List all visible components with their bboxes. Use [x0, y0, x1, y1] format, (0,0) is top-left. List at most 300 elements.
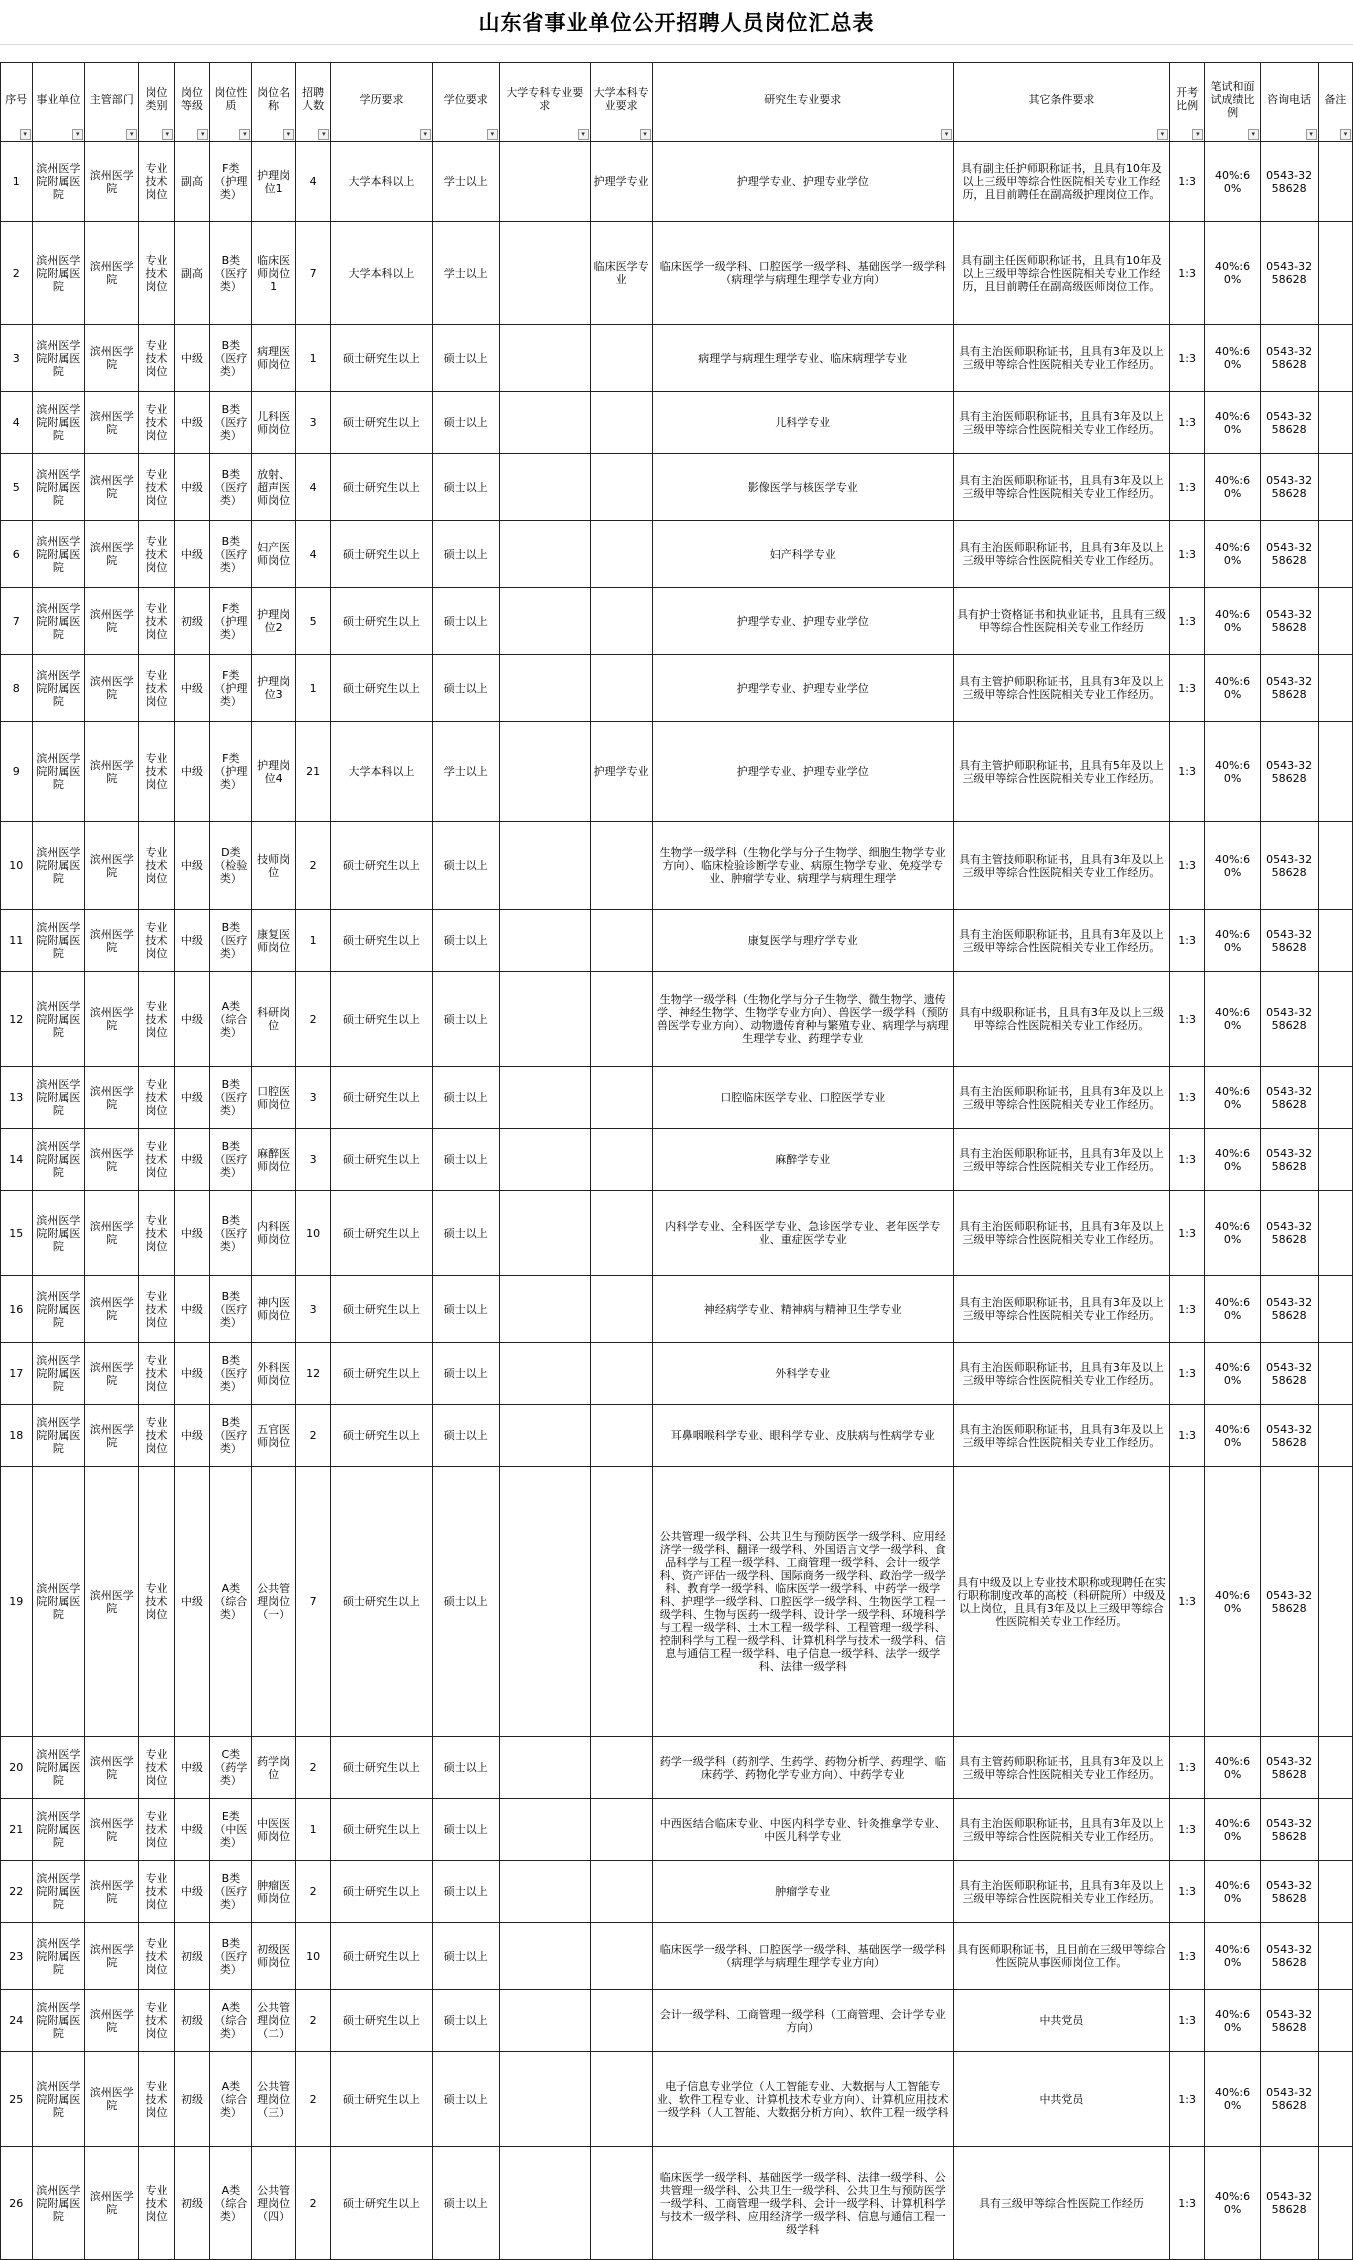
col-college-major	[499, 1067, 590, 1129]
filter-dropdown-icon[interactable]: ▾	[487, 129, 498, 140]
col-department: 滨州医学院	[85, 2147, 139, 2260]
col-department: 滨州医学院	[85, 722, 139, 822]
col-graduate-major: 临床医学一级学科、口腔医学一级学科、基础医学一级学科（病理学与病理生理学专业方向）	[652, 222, 953, 325]
header-label: 备注	[1324, 92, 1347, 106]
col-index: 9	[1, 722, 33, 822]
header-label: 大学专科专业要求	[506, 86, 584, 112]
col-undergrad-major	[590, 1129, 652, 1191]
col-headcount: 4	[295, 454, 331, 521]
col-unit: 滨州医学院附属医院	[32, 972, 85, 1067]
col-score-ratio: 40%:60%	[1205, 822, 1260, 910]
col-job-category: 专业技术岗位	[139, 1467, 175, 1737]
col-other-conditions: 中共党员	[954, 2052, 1170, 2147]
col-undergrad-major	[590, 1467, 652, 1737]
col-score-ratio: 40%:60%	[1205, 588, 1260, 655]
col-education: 硕士研究生以上	[331, 910, 432, 972]
col-graduate-major: 护理学专业、护理专业学位	[652, 655, 953, 722]
col-unit: 滨州医学院附属医院	[32, 1129, 85, 1191]
col-other-conditions: 具有主治医师职称证书，且具有3年及以上三级甲等综合性医院相关专业工作经历。	[954, 325, 1170, 392]
col-job-grade: 中级	[174, 1276, 210, 1343]
col-degree: 硕士以上	[432, 1737, 499, 1799]
header-cell-job-grade	[174, 63, 210, 142]
col-other-conditions: 具有副主任医师职称证书，且具有10年及以上三级甲等综合性医院相关专业工作经历，且目前聘任在副高级医师岗位工作。	[954, 222, 1170, 325]
col-job-grade: 中级	[174, 910, 210, 972]
col-headcount: 1	[295, 1799, 331, 1861]
col-job-grade: 中级	[174, 1129, 210, 1191]
col-index: 3	[1, 325, 33, 392]
col-department: 滨州医学院	[85, 1799, 139, 1861]
col-degree: 硕士以上	[432, 1467, 499, 1737]
col-job-grade: 中级	[174, 972, 210, 1067]
col-education: 硕士研究生以上	[331, 2052, 432, 2147]
col-college-major	[499, 1799, 590, 1861]
col-job-category: 专业技术岗位	[139, 392, 175, 454]
col-department: 滨州医学院	[85, 392, 139, 454]
filter-dropdown-icon[interactable]: ▾	[162, 129, 173, 140]
col-degree: 硕士以上	[432, 454, 499, 521]
col-job-category: 专业技术岗位	[139, 1191, 175, 1276]
header-row	[1, 63, 1353, 142]
col-job-type: B类（医疗类）	[210, 521, 252, 588]
header-cell-graduate-major	[652, 63, 953, 142]
col-index: 19	[1, 1467, 33, 1737]
header-label: 咨询电话	[1267, 92, 1312, 106]
col-college-major	[499, 1405, 590, 1467]
col-job-category: 专业技术岗位	[139, 1799, 175, 1861]
col-job-category: 专业技术岗位	[139, 1343, 175, 1405]
col-notes	[1318, 2147, 1352, 2260]
col-unit: 滨州医学院附属医院	[32, 722, 85, 822]
col-headcount: 7	[295, 1467, 331, 1737]
col-phone: 0543-3258628	[1260, 972, 1318, 1067]
col-score-ratio: 40%:60%	[1205, 2147, 1260, 2260]
col-job-name: 病理医师岗位	[252, 325, 295, 392]
col-job-name: 中医医师岗位	[252, 1799, 295, 1861]
col-headcount: 1	[295, 655, 331, 722]
col-college-major	[499, 142, 590, 222]
col-degree: 硕士以上	[432, 1067, 499, 1129]
col-notes	[1318, 142, 1352, 222]
col-education: 硕士研究生以上	[331, 1343, 432, 1405]
col-job-type: D类（检验类）	[210, 822, 252, 910]
col-graduate-major: 康复医学与理疗学专业	[652, 910, 953, 972]
col-undergrad-major	[590, 2052, 652, 2147]
header-cell-job-name	[252, 63, 295, 142]
col-index: 25	[1, 2052, 33, 2147]
col-job-grade: 中级	[174, 1405, 210, 1467]
col-job-category: 专业技术岗位	[139, 521, 175, 588]
col-other-conditions: 具有主管护师职称证书，且具有5年及以上三级甲等综合性医院相关专业工作经历。	[954, 722, 1170, 822]
table-row	[1, 325, 1353, 392]
col-education: 硕士研究生以上	[331, 392, 432, 454]
col-job-name: 神内医师岗位	[252, 1276, 295, 1343]
col-job-name: 麻醉医师岗位	[252, 1129, 295, 1191]
header-label: 研究生专业要求	[764, 92, 842, 106]
col-education: 硕士研究生以上	[331, 1737, 432, 1799]
col-score-ratio: 40%:60%	[1205, 454, 1260, 521]
col-exam-ratio: 1:3	[1169, 142, 1205, 222]
filter-dropdown-icon[interactable]: ▾	[197, 129, 208, 140]
col-job-category: 专业技术岗位	[139, 1129, 175, 1191]
col-score-ratio: 40%:60%	[1205, 1799, 1260, 1861]
col-headcount: 3	[295, 1067, 331, 1129]
col-undergrad-major	[590, 1737, 652, 1799]
col-score-ratio: 40%:60%	[1205, 392, 1260, 454]
col-other-conditions: 具有主管护师职称证书，且具有3年及以上三级甲等综合性医院相关专业工作经历。	[954, 655, 1170, 722]
col-unit: 滨州医学院附属医院	[32, 1467, 85, 1737]
col-college-major	[499, 655, 590, 722]
col-notes	[1318, 1861, 1352, 1923]
col-other-conditions: 具有主治医师职称证书，且具有3年及以上三级甲等综合性医院相关专业工作经历。	[954, 1799, 1170, 1861]
header-cell-education	[331, 63, 432, 142]
col-undergrad-major: 护理学专业	[590, 142, 652, 222]
col-job-type: B类（医疗类）	[210, 1343, 252, 1405]
col-index: 1	[1, 142, 33, 222]
col-phone: 0543-3258628	[1260, 222, 1318, 325]
col-degree: 硕士以上	[432, 1990, 499, 2052]
col-undergrad-major	[590, 2147, 652, 2260]
col-job-name: 科研岗位	[252, 972, 295, 1067]
col-undergrad-major	[590, 454, 652, 521]
col-degree: 硕士以上	[432, 972, 499, 1067]
col-index: 6	[1, 521, 33, 588]
col-job-category: 专业技术岗位	[139, 1990, 175, 2052]
col-degree: 学士以上	[432, 222, 499, 325]
col-unit: 滨州医学院附属医院	[32, 1191, 85, 1276]
col-degree: 硕士以上	[432, 1861, 499, 1923]
col-job-type: F类（护理类）	[210, 722, 252, 822]
col-undergrad-major	[590, 1799, 652, 1861]
header-cell-department	[85, 63, 139, 142]
col-department: 滨州医学院	[85, 142, 139, 222]
col-exam-ratio: 1:3	[1169, 2147, 1205, 2260]
col-headcount: 2	[295, 972, 331, 1067]
col-other-conditions: 具有中级职称证书，且具有3年及以上三级甲等综合性医院相关专业工作经历。	[954, 972, 1170, 1067]
col-department: 滨州医学院	[85, 1467, 139, 1737]
filter-dropdown-icon[interactable]: ▾	[239, 129, 250, 140]
col-job-name: 技师岗位	[252, 822, 295, 910]
col-exam-ratio: 1:3	[1169, 1129, 1205, 1191]
col-notes	[1318, 1405, 1352, 1467]
table-row	[1, 1405, 1353, 1467]
col-score-ratio: 40%:60%	[1205, 1990, 1260, 2052]
col-undergrad-major	[590, 822, 652, 910]
col-other-conditions: 具有主治医师职称证书，且具有3年及以上三级甲等综合性医院相关专业工作经历。	[954, 1191, 1170, 1276]
col-index: 13	[1, 1067, 33, 1129]
col-headcount: 4	[295, 521, 331, 588]
table-row	[1, 1861, 1353, 1923]
col-job-category: 专业技术岗位	[139, 1861, 175, 1923]
col-notes	[1318, 655, 1352, 722]
col-job-type: B类（医疗类）	[210, 1191, 252, 1276]
col-department: 滨州医学院	[85, 325, 139, 392]
col-exam-ratio: 1:3	[1169, 1343, 1205, 1405]
col-phone: 0543-3258628	[1260, 1405, 1318, 1467]
col-undergrad-major	[590, 1276, 652, 1343]
col-job-grade: 初级	[174, 2147, 210, 2260]
col-exam-ratio: 1:3	[1169, 1467, 1205, 1737]
col-index: 4	[1, 392, 33, 454]
col-index: 18	[1, 1405, 33, 1467]
col-job-name: 护理岗位1	[252, 142, 295, 222]
col-other-conditions: 具有主治医师职称证书，且具有3年及以上三级甲等综合性医院相关专业工作经历。	[954, 521, 1170, 588]
col-score-ratio: 40%:60%	[1205, 325, 1260, 392]
filter-dropdown-icon[interactable]: ▾	[1157, 129, 1168, 140]
col-exam-ratio: 1:3	[1169, 972, 1205, 1067]
col-college-major	[499, 2052, 590, 2147]
col-job-category: 专业技术岗位	[139, 222, 175, 325]
col-college-major	[499, 1129, 590, 1191]
col-job-type: B类（医疗类）	[210, 454, 252, 521]
col-headcount: 3	[295, 1129, 331, 1191]
filter-dropdown-icon[interactable]: ▾	[941, 129, 952, 140]
table-row	[1, 1990, 1353, 2052]
filter-dropdown-icon[interactable]: ▾	[20, 129, 31, 140]
col-exam-ratio: 1:3	[1169, 822, 1205, 910]
col-undergrad-major: 临床医学专业	[590, 222, 652, 325]
table-row	[1, 722, 1353, 822]
filter-dropdown-icon[interactable]: ▾	[1306, 129, 1317, 140]
col-undergrad-major	[590, 1405, 652, 1467]
col-job-category: 专业技术岗位	[139, 655, 175, 722]
col-job-grade: 初级	[174, 1990, 210, 2052]
col-education: 硕士研究生以上	[331, 588, 432, 655]
col-job-name: 护理岗位3	[252, 655, 295, 722]
filter-dropdown-icon[interactable]: ▾	[72, 129, 83, 140]
col-notes	[1318, 722, 1352, 822]
col-degree: 硕士以上	[432, 822, 499, 910]
header-label: 笔试和面试成绩比例	[1210, 79, 1255, 119]
col-phone: 0543-3258628	[1260, 2147, 1318, 2260]
page-title: 山东省事业单位公开招聘人员岗位汇总表	[478, 10, 875, 35]
col-undergrad-major	[590, 1191, 652, 1276]
col-exam-ratio: 1:3	[1169, 1861, 1205, 1923]
col-job-name: 放射、超声医师岗位	[252, 454, 295, 521]
col-notes	[1318, 1799, 1352, 1861]
col-headcount: 7	[295, 222, 331, 325]
filter-dropdown-icon[interactable]: ▾	[318, 129, 329, 140]
col-education: 硕士研究生以上	[331, 972, 432, 1067]
col-degree: 硕士以上	[432, 1923, 499, 1990]
col-job-name: 公共管理岗位（四）	[252, 2147, 295, 2260]
col-unit: 滨州医学院附属医院	[32, 1067, 85, 1129]
col-job-grade: 中级	[174, 392, 210, 454]
col-score-ratio: 40%:60%	[1205, 1737, 1260, 1799]
col-score-ratio: 40%:60%	[1205, 722, 1260, 822]
col-other-conditions: 具有主治医师职称证书，且具有3年及以上三级甲等综合性医院相关专业工作经历。	[954, 392, 1170, 454]
col-job-grade: 副高	[174, 142, 210, 222]
col-phone: 0543-3258628	[1260, 392, 1318, 454]
col-notes	[1318, 392, 1352, 454]
header-label: 大学本科专业要求	[593, 86, 649, 112]
col-unit: 滨州医学院附属医院	[32, 521, 85, 588]
col-exam-ratio: 1:3	[1169, 722, 1205, 822]
col-job-grade: 初级	[174, 2052, 210, 2147]
table-row	[1, 1067, 1353, 1129]
col-undergrad-major	[590, 521, 652, 588]
col-phone: 0543-3258628	[1260, 1191, 1318, 1276]
col-unit: 滨州医学院附属医院	[32, 1343, 85, 1405]
table-row	[1, 1467, 1353, 1737]
col-notes	[1318, 1990, 1352, 2052]
col-exam-ratio: 1:3	[1169, 910, 1205, 972]
col-degree: 硕士以上	[432, 521, 499, 588]
col-department: 滨州医学院	[85, 1129, 139, 1191]
col-headcount: 10	[295, 1191, 331, 1276]
col-score-ratio: 40%:60%	[1205, 521, 1260, 588]
header-label: 招聘人数	[302, 86, 325, 112]
col-unit: 滨州医学院附属医院	[32, 454, 85, 521]
table-body	[1, 142, 1353, 2260]
col-degree: 硕士以上	[432, 1191, 499, 1276]
col-job-category: 专业技术岗位	[139, 972, 175, 1067]
filter-dropdown-icon[interactable]: ▾	[1248, 129, 1259, 140]
col-score-ratio: 40%:60%	[1205, 1343, 1260, 1405]
col-job-type: B类（医疗类）	[210, 910, 252, 972]
col-undergrad-major	[590, 1861, 652, 1923]
filter-dropdown-icon[interactable]: ▾	[1340, 129, 1351, 140]
col-index: 15	[1, 1191, 33, 1276]
col-unit: 滨州医学院附属医院	[32, 2052, 85, 2147]
col-graduate-major: 会计一级学科、工商管理一级学科（工商管理、会计学专业方向）	[652, 1990, 953, 2052]
filter-dropdown-icon[interactable]: ▾	[578, 129, 589, 140]
header-label: 岗位类别	[145, 86, 168, 112]
col-unit: 滨州医学院附属医院	[32, 588, 85, 655]
col-department: 滨州医学院	[85, 1276, 139, 1343]
col-phone: 0543-3258628	[1260, 454, 1318, 521]
col-education: 硕士研究生以上	[331, 1861, 432, 1923]
col-department: 滨州医学院	[85, 1737, 139, 1799]
header-label: 岗位性质	[214, 86, 248, 112]
col-department: 滨州医学院	[85, 1343, 139, 1405]
col-headcount: 3	[295, 1276, 331, 1343]
col-phone: 0543-3258628	[1260, 1343, 1318, 1405]
filter-dropdown-icon[interactable]: ▾	[283, 129, 294, 140]
col-notes	[1318, 588, 1352, 655]
table-row	[1, 142, 1353, 222]
col-headcount: 3	[295, 392, 331, 454]
col-phone: 0543-3258628	[1260, 1129, 1318, 1191]
col-unit: 滨州医学院附属医院	[32, 222, 85, 325]
col-undergrad-major	[590, 1923, 652, 1990]
table-row	[1, 1276, 1353, 1343]
col-headcount: 2	[295, 1861, 331, 1923]
col-graduate-major: 生物学一级学科（生物化学与分子生物学、微生物学、遗传学、神经生物学、生物学专业方向）、兽医学一级学科（预防兽医学专业方向）、动物遗传育种与繁殖专业、病理学与病理生理学专业、药理学专业	[652, 972, 953, 1067]
col-degree: 学士以上	[432, 722, 499, 822]
col-phone: 0543-3258628	[1260, 910, 1318, 972]
blank-row	[0, 44, 1353, 63]
col-job-grade: 中级	[174, 1191, 210, 1276]
filter-dropdown-icon[interactable]: ▾	[420, 129, 431, 140]
col-college-major	[499, 972, 590, 1067]
col-other-conditions: 具有主治医师职称证书，且具有3年及以上三级甲等综合性医院相关专业工作经历。	[954, 454, 1170, 521]
header-cell-college-major	[499, 63, 590, 142]
col-exam-ratio: 1:3	[1169, 1276, 1205, 1343]
header-label: 序号	[5, 92, 28, 106]
col-department: 滨州医学院	[85, 1405, 139, 1467]
col-phone: 0543-3258628	[1260, 1737, 1318, 1799]
col-undergrad-major	[590, 392, 652, 454]
col-unit: 滨州医学院附属医院	[32, 1990, 85, 2052]
col-job-category: 专业技术岗位	[139, 1923, 175, 1990]
col-college-major	[499, 722, 590, 822]
col-graduate-major: 生物学一级学科（生物化学与分子生物学、细胞生物学专业方向）、临床检验诊断学专业、病原生物学专业、免疫学专业、肿瘤学专业、病理学与病理生理学	[652, 822, 953, 910]
col-phone: 0543-3258628	[1260, 521, 1318, 588]
col-exam-ratio: 1:3	[1169, 588, 1205, 655]
col-phone: 0543-3258628	[1260, 822, 1318, 910]
col-undergrad-major: 护理学专业	[590, 722, 652, 822]
col-exam-ratio: 1:3	[1169, 392, 1205, 454]
col-graduate-major: 耳鼻咽喉科学专业、眼科学专业、皮肤病与性病学专业	[652, 1405, 953, 1467]
col-other-conditions: 具有中级及以上专业技术职称或现聘任在实行职称制度改革的高校（科研院所）中级及以上岗位，且具有3年及以上三级甲等综合性医院相关专业工作经历。	[954, 1467, 1170, 1737]
col-job-category: 专业技术岗位	[139, 910, 175, 972]
col-headcount: 1	[295, 910, 331, 972]
col-exam-ratio: 1:3	[1169, 2052, 1205, 2147]
filter-dropdown-icon[interactable]: ▾	[640, 129, 651, 140]
col-phone: 0543-3258628	[1260, 1467, 1318, 1737]
col-unit: 滨州医学院附属医院	[32, 1799, 85, 1861]
col-college-major	[499, 1861, 590, 1923]
col-job-type: B类（医疗类）	[210, 1067, 252, 1129]
col-job-type: F类（护理类）	[210, 142, 252, 222]
col-college-major	[499, 2147, 590, 2260]
header-cell-job-type	[210, 63, 252, 142]
col-graduate-major: 护理学专业、护理专业学位	[652, 588, 953, 655]
filter-dropdown-icon[interactable]: ▾	[126, 129, 137, 140]
table-row	[1, 222, 1353, 325]
col-graduate-major: 麻醉学专业	[652, 1129, 953, 1191]
col-college-major	[499, 325, 590, 392]
col-education: 硕士研究生以上	[331, 1405, 432, 1467]
table-row	[1, 1343, 1353, 1405]
col-education: 硕士研究生以上	[331, 325, 432, 392]
col-job-type: E类（中医类）	[210, 1799, 252, 1861]
col-job-type: A类（综合类）	[210, 1467, 252, 1737]
col-other-conditions: 具有主管药师职称证书，且具有3年及以上三级甲等综合性医院相关专业工作经历。	[954, 1737, 1170, 1799]
col-education: 硕士研究生以上	[331, 1129, 432, 1191]
col-job-grade: 中级	[174, 521, 210, 588]
col-score-ratio: 40%:60%	[1205, 1467, 1260, 1737]
header-label: 主管部门	[89, 92, 134, 106]
table-row	[1, 1737, 1353, 1799]
col-college-major	[499, 1191, 590, 1276]
col-job-category: 专业技术岗位	[139, 1067, 175, 1129]
col-job-grade: 中级	[174, 655, 210, 722]
col-undergrad-major	[590, 1990, 652, 2052]
table-row	[1, 1129, 1353, 1191]
col-other-conditions: 具有主治医师职称证书，且具有3年及以上三级甲等综合性医院相关专业工作经历。	[954, 1343, 1170, 1405]
col-score-ratio: 40%:60%	[1205, 972, 1260, 1067]
col-index: 17	[1, 1343, 33, 1405]
col-job-type: F类（护理类）	[210, 588, 252, 655]
col-index: 16	[1, 1276, 33, 1343]
col-exam-ratio: 1:3	[1169, 1737, 1205, 1799]
col-education: 硕士研究生以上	[331, 1467, 432, 1737]
col-graduate-major: 公共管理一级学科、公共卫生与预防医学一级学科、应用经济学一级学科、翻译一级学科、外国语言文学一级学科、食品科学与工程一级学科、工商管理一级学科、会计一级学科、资产评估一级学科、国际商务一级学科、政治学一级学科、教育学一级学科、临床医学一级学科、中药学一级学科、护理学一级学科、口腔医学一级学科、生物医学工程一级学科、生物与医药一级学科、设计学一级学科、环境科学与工程一级学科、土木工程一级学科、工程管理一级学科、控制科学与工程一级学科、计算机科学与技术一级学科、信息与通信工程一级学科、电子信息一级学科、法学一级学科、法律一级学科	[652, 1467, 953, 1737]
col-other-conditions: 具有三级甲等综合性医院工作经历	[954, 2147, 1170, 2260]
col-graduate-major: 病理学与病理生理学专业、临床病理学专业	[652, 325, 953, 392]
col-other-conditions: 具有主治医师职称证书，且具有3年及以上三级甲等综合性医院相关专业工作经历。	[954, 1405, 1170, 1467]
col-job-type: B类（医疗类）	[210, 392, 252, 454]
col-job-grade: 中级	[174, 722, 210, 822]
col-job-type: B类（医疗类）	[210, 222, 252, 325]
header-cell-score-ratio	[1205, 63, 1260, 142]
col-graduate-major: 临床医学一级学科、口腔医学一级学科、基础医学一级学科（病理学与病理生理学专业方向）	[652, 1923, 953, 1990]
filter-dropdown-icon[interactable]: ▾	[1192, 129, 1203, 140]
col-job-type: B类（医疗类）	[210, 1276, 252, 1343]
table-row	[1, 822, 1353, 910]
table-row	[1, 521, 1353, 588]
